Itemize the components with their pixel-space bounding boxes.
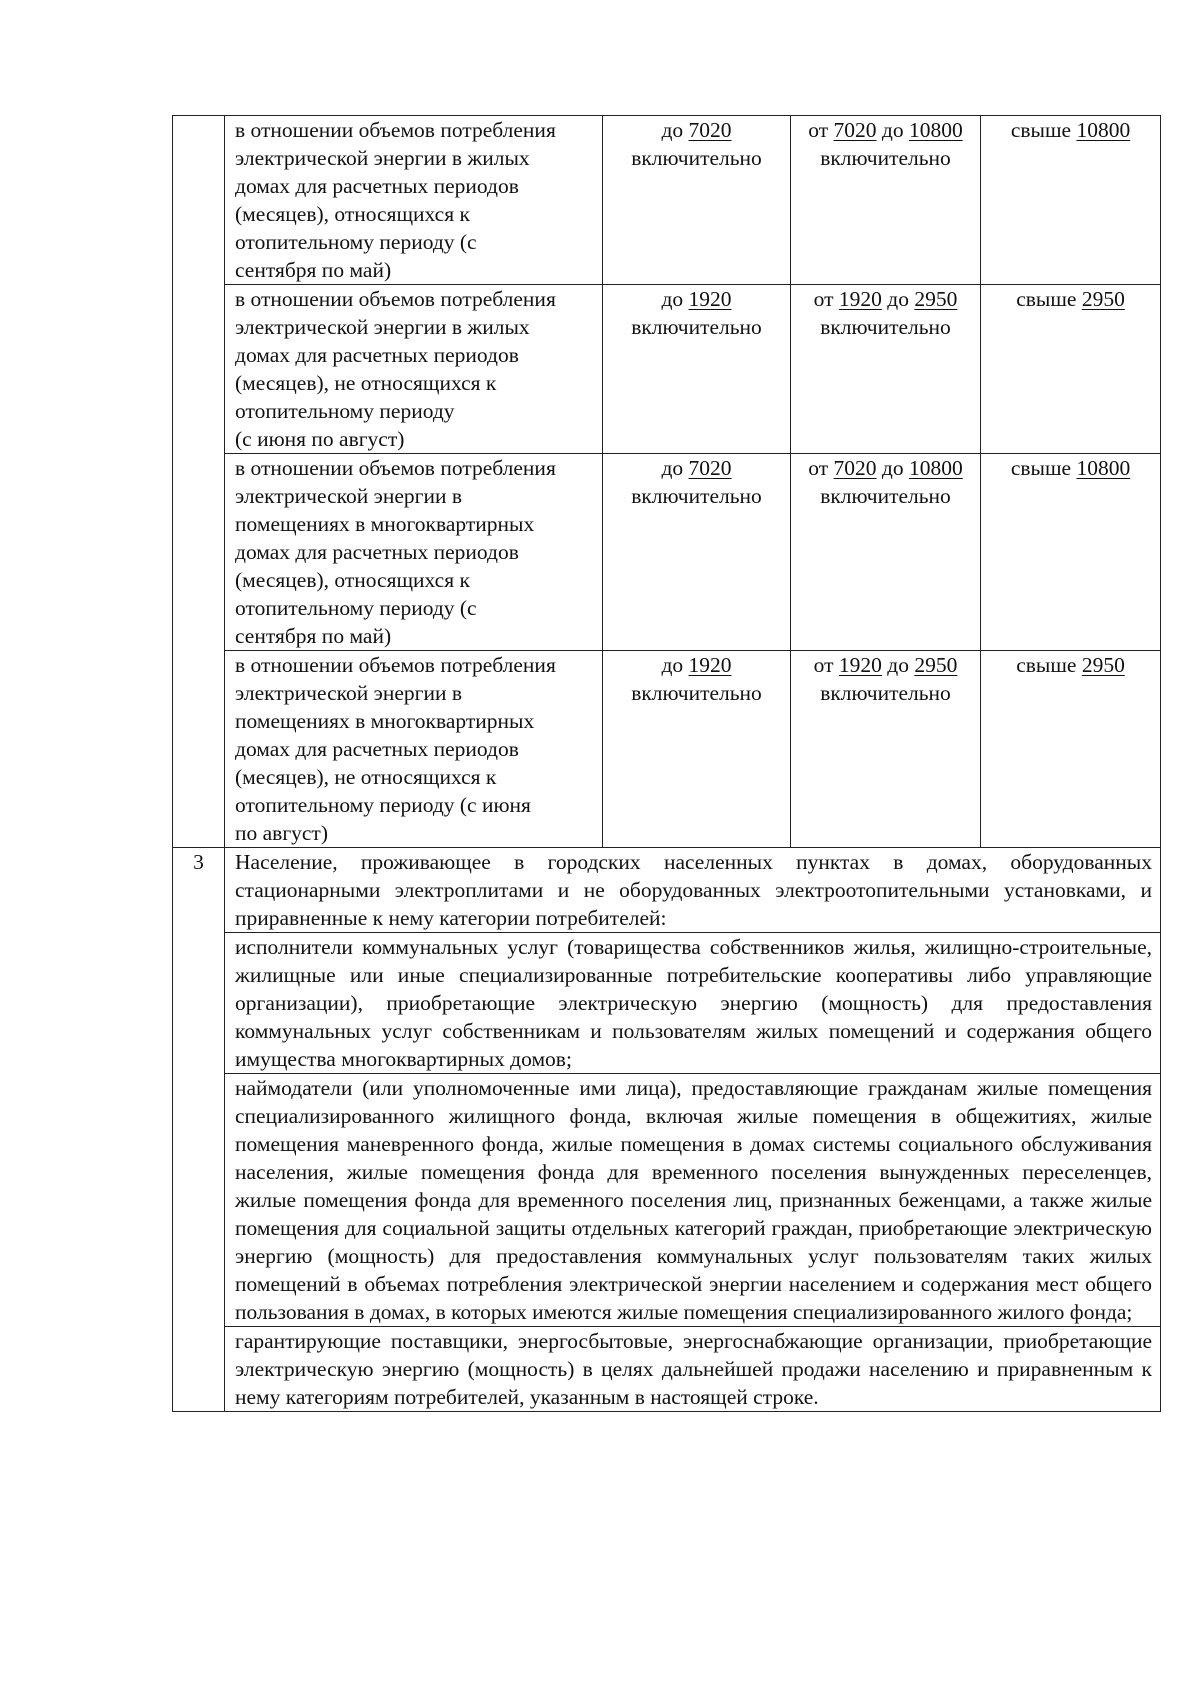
band-1-limit: 7020	[688, 456, 732, 480]
band-1-limit: 1920	[688, 287, 732, 311]
table-row	[173, 1327, 1161, 1412]
band-2-upper: 2950	[914, 653, 958, 677]
band-3-limit: 10800	[1076, 456, 1131, 480]
consumption-description: в отношении объемов потребления электрической энергии в жилых домах для расчетных периодов (месяцев), не относящихся к отопительному периоду (с июня по август)	[225, 285, 603, 454]
band-2-cell: от 7020 до 10800 включительно	[791, 116, 981, 285]
band-1-cell: до 7020 включительно	[603, 116, 791, 285]
consumption-description: в отношении объемов потребления электрической энергии в помещениях в многоквартирных домах для расчетных периодов (месяцев), не относящихся к отопительному периоду (с июня по август)	[225, 651, 603, 848]
band-3-limit: 2950	[1081, 287, 1125, 311]
band-2-upper: 10800	[908, 118, 963, 142]
band-3-cell: свыше 2950	[981, 651, 1161, 848]
category-item: наймодатели (или уполномоченные ими лица), предоставляющие гражданам жилые помещения специализированного жилищного фонда, включая жилые помещения в общежитиях, жилые помещения маневренного фонда, жилые помещения в домах системы социального обслуживания населения, жилые помещения фонда для временного поселения вынужденных переселенцев, жилые помещения фонда для временного поселения лиц, признанных беженцами, а также жилые помещения для социальной защиты отдельных категорий граждан, приобретающие электрическую энергию (мощность) для предоставления коммунальных услуг пользователям таких жилых помещений в объемах потребления электрической энергии населением и содержания мест общего пользования в домах, в которых имеются жилые помещения специализированного жилого фонда;	[225, 1074, 1161, 1327]
band-3-cell: свыше 10800	[981, 454, 1161, 651]
table-row	[173, 116, 1161, 285]
table-row	[173, 1074, 1161, 1327]
table-row	[173, 285, 1161, 454]
band-1-limit: 7020	[688, 118, 732, 142]
table-row	[173, 651, 1161, 848]
band-2-cell: от 1920 до 2950 включительно	[791, 285, 981, 454]
consumption-description: в отношении объемов потребления электрической энергии в помещениях в многоквартирных домах для расчетных периодов (месяцев), относящихся к отопительному периоду (с сентября по май)	[225, 454, 603, 651]
band-2-lower: 7020	[833, 118, 877, 142]
band-3-limit: 10800	[1076, 118, 1131, 142]
table-row	[173, 454, 1161, 651]
category-item: гарантирующие поставщики, энергосбытовые, энергоснабжающие организации, приобретающие электрическую энергию (мощность) в целях дальнейшей продажи населению и приравненным к нему категориям потребителей, указанным в настоящей строке.	[225, 1327, 1161, 1412]
tariff-table	[172, 115, 1161, 1412]
table-row	[173, 933, 1161, 1074]
band-3-limit: 2950	[1081, 653, 1125, 677]
band-2-cell: от 7020 до 10800 включительно	[791, 454, 981, 651]
band-1-limit: 1920	[688, 653, 732, 677]
band-2-upper: 10800	[908, 456, 963, 480]
band-3-cell: свыше 2950	[981, 285, 1161, 454]
category-item: исполнители коммунальных услуг (товарищества собственников жилья, жилищно-строительные, жилищные или иные специализированные потребительские кооперативы либо управляющие организации), приобретающие электрическую энергию (мощность) для предоставления коммунальных услуг собственникам и пользователям жилых помещений и содержания общего имущества многоквартирных домов;	[225, 933, 1161, 1074]
band-1-cell: до 7020 включительно	[603, 454, 791, 651]
band-1-cell: до 1920 включительно	[603, 285, 791, 454]
band-2-lower: 1920	[838, 287, 882, 311]
band-2-cell: от 1920 до 2950 включительно	[791, 651, 981, 848]
row-number: 3	[173, 848, 225, 1412]
band-2-lower: 7020	[833, 456, 877, 480]
consumption-description: в отношении объемов потребления электрической энергии в жилых домах для расчетных периодов (месяцев), относящихся к отопительному периоду (с сентября по май)	[225, 116, 603, 285]
band-2-upper: 2950	[914, 287, 958, 311]
band-1-cell: до 1920 включительно	[603, 651, 791, 848]
section-heading: Население, проживающее в городских населенных пунктах в домах, оборудованных стационарными электроплитами и не оборудованных электроотопительными установками, и приравненные к нему категории потребителей:	[225, 848, 1161, 933]
table-row	[173, 848, 1161, 933]
row-number-empty	[173, 116, 225, 848]
band-3-cell: свыше 10800	[981, 116, 1161, 285]
band-2-lower: 1920	[838, 653, 882, 677]
